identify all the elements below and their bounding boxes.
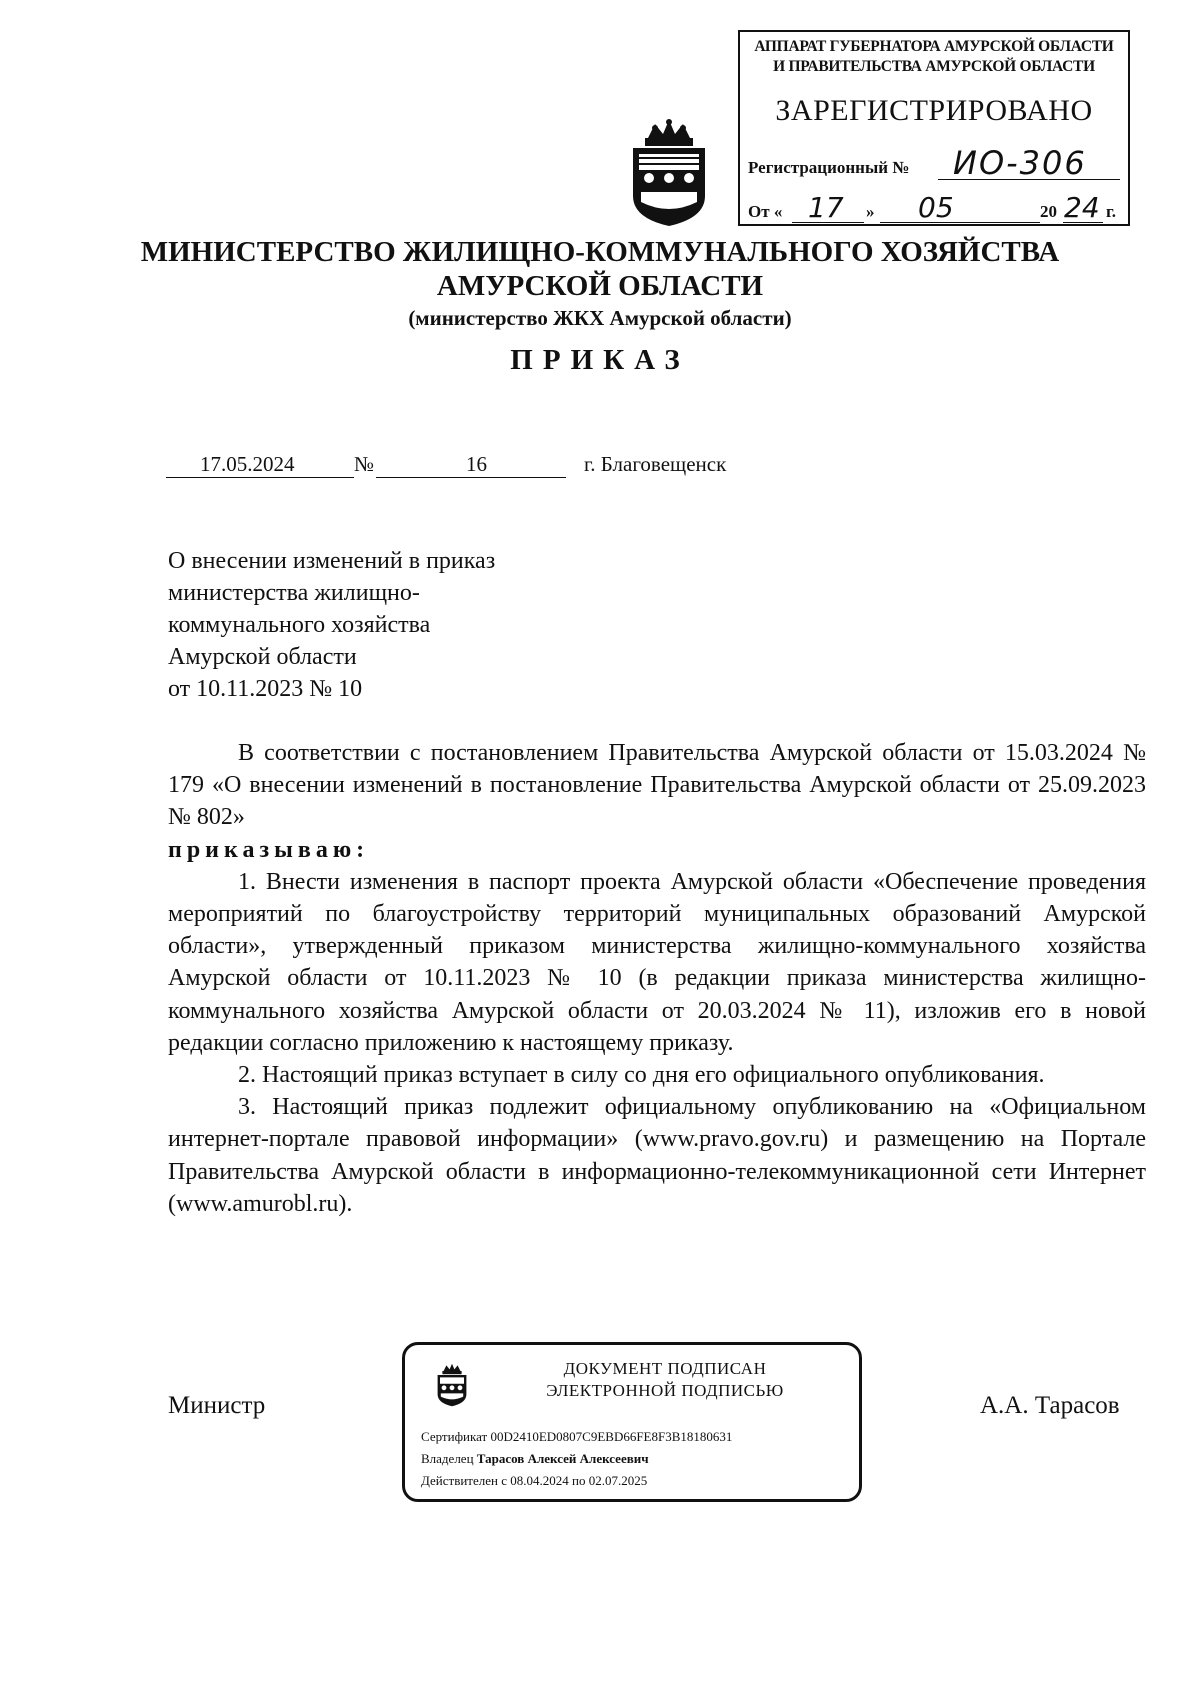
stamp-month: 05: [918, 191, 954, 224]
stamp-day: 17: [808, 191, 844, 224]
stamp-number-row: [748, 142, 1120, 182]
esig-owner-value: Тарасов Алексей Алексеевич: [476, 1451, 649, 1466]
stamp-month-underline: [880, 222, 1040, 223]
subject-line: О внесении изменений в приказ: [168, 548, 496, 574]
document-type-title: ПРИКАЗ: [510, 344, 690, 376]
stamp-number-label: Регистрационный №: [748, 158, 910, 177]
signer-position: Министр: [168, 1392, 266, 1419]
stamp-year-end: г.: [1106, 202, 1117, 221]
esig-valid-to: 02.07.2025: [588, 1473, 648, 1488]
registration-stamp: [738, 30, 1130, 226]
esig-cert-label: Сертификат: [421, 1429, 488, 1444]
order-item-1: 1. Внести изменения в паспорт проекта Амурской области «Обеспечение проведения мероприятий по благоустройству территорий муниципальных образований Амурской области», утвержденный приказом министерства жилищно-коммунального хозяйства Амурской области от 10.11.2023 № 10 (в редакции приказа министерства жилищно-коммунального хозяйства Амурской области от 20.03.2024 № 11), изложив его в новой редакции согласно приложению к настоящему приказу.: [168, 868, 1146, 1056]
stamp-org-line1: АППАРАТ ГУБЕРНАТОРА АМУРСКОЙ ОБЛАСТИ: [754, 38, 1114, 55]
document-number: 16: [466, 452, 487, 476]
ministry-name-line1: МИНИСТЕРСТВО ЖИЛИЩНО-КОММУНАЛЬНОГО ХОЗЯЙСТВА: [140, 236, 1060, 268]
document-date: 17.05.2024: [200, 452, 295, 476]
esig-emblem-icon: [435, 1363, 469, 1407]
stamp-year: 24: [1064, 191, 1100, 224]
subject-line: Амурской области: [168, 644, 357, 670]
esig-valid-from: 08.04.2024: [510, 1473, 569, 1488]
orders-word: приказываю:: [168, 836, 370, 863]
esig-valid-label: Действителен с: [421, 1473, 507, 1488]
order-item-2: 2. Настоящий приказ вступает в силу со дня его официального опубликования.: [238, 1062, 1045, 1089]
order-item-3: 3. Настоящий приказ подлежит официальному опубликованию на «Официальном интернет-портале правовой информации» (www.pravo.gov.ru) и размещению на Портале Правительства Амурской области в информационно-телекоммуникационной сети Интернет (www.amurobl.ru).: [168, 1094, 1146, 1217]
coat-of-arms-icon: [627, 118, 711, 228]
esig-heading-line2: ЭЛЕКТРОННОЙ ПОДПИСЬЮ: [546, 1381, 784, 1400]
document-subject: [168, 545, 495, 705]
subject-line: коммунального хозяйства: [168, 612, 431, 638]
esig-certificate: [421, 1429, 732, 1445]
subject-line: от 10.11.2023 № 10: [168, 676, 363, 702]
esig-owner: [421, 1451, 649, 1467]
stamp-date-prefix: От «: [748, 202, 783, 221]
stamp-day-suffix: »: [866, 202, 875, 221]
stamp-title: ЗАРЕГИСТРИРОВАНО: [775, 94, 1093, 127]
esig-cert-value: 00D2410ED0807C9EBD66FE8F3B18180631: [490, 1429, 733, 1444]
esig-valid-to-label: по: [572, 1473, 586, 1488]
preamble-paragraph: В соответствии с постановлением Правительства Амурской области от 15.03.2024 № 179 «О внесении изменений в постановление Правительства Амурской области от 25.09.2023 № 802»: [168, 740, 1146, 831]
document-city: г. Благовещенск: [584, 452, 727, 476]
ministry-name-line2: АМУРСКОЙ ОБЛАСТИ: [436, 270, 764, 302]
stamp-date-row: [748, 192, 1120, 226]
stamp-number-value: ИО-306: [953, 144, 1087, 182]
subject-line: министерства жилищно-: [168, 580, 420, 606]
number-sign: №: [354, 452, 375, 476]
stamp-year-prefix: 20: [1040, 202, 1057, 221]
esig-heading-line1: ДОКУМЕНТ ПОДПИСАН: [563, 1359, 767, 1378]
esig-validity: [421, 1473, 647, 1489]
ministry-short-name: (министерство ЖКХ Амурской области): [408, 306, 792, 330]
esig-owner-label: Владелец: [421, 1451, 474, 1466]
signer-name: А.А. Тарасов: [980, 1392, 1120, 1419]
document-body: [168, 737, 1146, 1220]
stamp-org-line2: И ПРАВИТЕЛЬСТВА АМУРСКОЙ ОБЛАСТИ: [773, 58, 1095, 75]
electronic-signature-stamp: [402, 1342, 862, 1502]
